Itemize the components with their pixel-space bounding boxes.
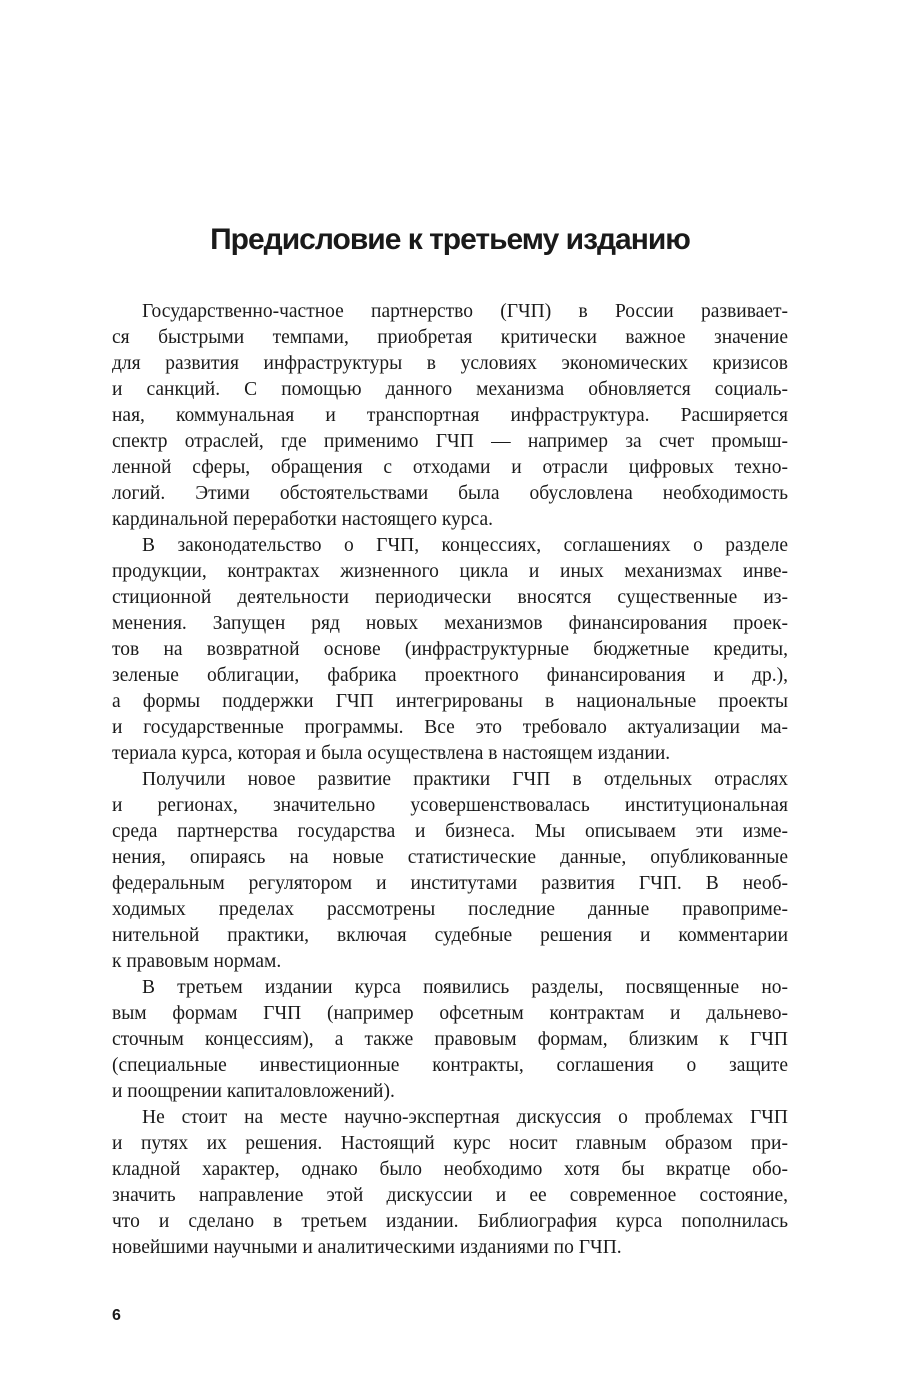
text-line: териала курса, которая и была осуществлена в настоящем издании. [112, 743, 671, 764]
text-line: нительной практики, включая судебные решения и комментарии [112, 925, 788, 946]
text-line: ся быстрыми темпами, приобретая критически важное значение [112, 327, 788, 348]
text-line: (специальные инвестиционные контракты, соглашения о защите [112, 1055, 788, 1076]
paragraph [112, 533, 788, 767]
text-line: сточным концессиям), а также правовым формам, близким к ГЧП [112, 1029, 788, 1050]
body-text [112, 299, 788, 1261]
paragraph [112, 975, 788, 1105]
text-line: вым формам ГЧП (например офсетным контрактам и дальнево- [112, 1003, 788, 1024]
paragraph [112, 299, 788, 533]
text-line: кардинальной переработки настоящего курса. [112, 509, 493, 530]
text-line: кладной характер, однако было необходимо хотя бы вкратце обо- [112, 1159, 788, 1180]
text-line: а формы поддержки ГЧП интегрированы в национальные проекты [112, 691, 788, 712]
text-line: зеленые облигации, фабрика проектного финансирования и др.), [112, 665, 788, 686]
text-line: продукции, контрактах жизненного цикла и иных механизмах инве- [112, 561, 788, 582]
text-line: логий. Этими обстоятельствами была обусловлена необходимость [112, 483, 788, 504]
text-line: для развития инфраструктуры в условиях экономических кризисов [112, 353, 788, 374]
text-line: Получили новое развитие практики ГЧП в отдельных отраслях [142, 769, 788, 790]
text-line: Государственно-частное партнерство (ГЧП) в России развивает- [142, 301, 788, 322]
text-line: и санкций. С помощью данного механизма обновляется социаль- [112, 379, 788, 400]
text-line: тов на возвратной основе (инфраструктурные бюджетные кредиты, [112, 639, 788, 660]
text-line: ходимых пределах рассмотрены последние данные правоприме- [112, 899, 788, 920]
text-line: федеральным регулятором и институтами развития ГЧП. В необ- [112, 873, 788, 894]
text-line: нения, опираясь на новые статистические данные, опубликованные [112, 847, 788, 868]
text-line: значить направление этой дискуссии и ее современное состояние, [112, 1185, 788, 1206]
text-line: и государственные программы. Все это требовало актуализации ма- [112, 717, 788, 738]
page-number: 6 [112, 1307, 121, 1324]
text-line: и путях их решения. Настоящий курс носит главным образом при- [112, 1133, 788, 1154]
text-line: Не стоит на месте научно-экспертная дискуссия о проблемах ГЧП [142, 1107, 788, 1128]
text-line: ная, коммунальная и транспортная инфраструктура. Расширяется [112, 405, 788, 426]
text-line: и поощрении капиталовложений). [112, 1081, 395, 1102]
text-line: что и сделано в третьем издании. Библиография курса пополнилась [112, 1211, 788, 1232]
text-line: к правовым нормам. [112, 951, 282, 972]
text-line: новейшими научными и аналитическими изданиями по ГЧП. [112, 1237, 622, 1258]
text-line: В третьем издании курса появились разделы, посвященные но- [142, 977, 788, 998]
page-title: Предисловие к третьему изданию [210, 223, 690, 256]
text-line: спектр отраслей, где применимо ГЧП — например за счет промыш- [112, 431, 788, 452]
text-line: и регионах, значительно усовершенствовалась институциональная [112, 795, 788, 816]
text-line: среда партнерства государства и бизнеса. Мы описываем эти изме- [112, 821, 788, 842]
paragraph [112, 1105, 788, 1261]
text-line: стиционной деятельности периодически вносятся существенные из- [112, 587, 788, 608]
text-line: ленной сферы, обращения с отходами и отрасли цифровых техно- [112, 457, 788, 478]
text-line: менения. Запущен ряд новых механизмов финансирования проек- [112, 613, 788, 634]
text-line: В законодательство о ГЧП, концессиях, соглашениях о разделе [142, 535, 788, 556]
paragraph [112, 767, 788, 975]
